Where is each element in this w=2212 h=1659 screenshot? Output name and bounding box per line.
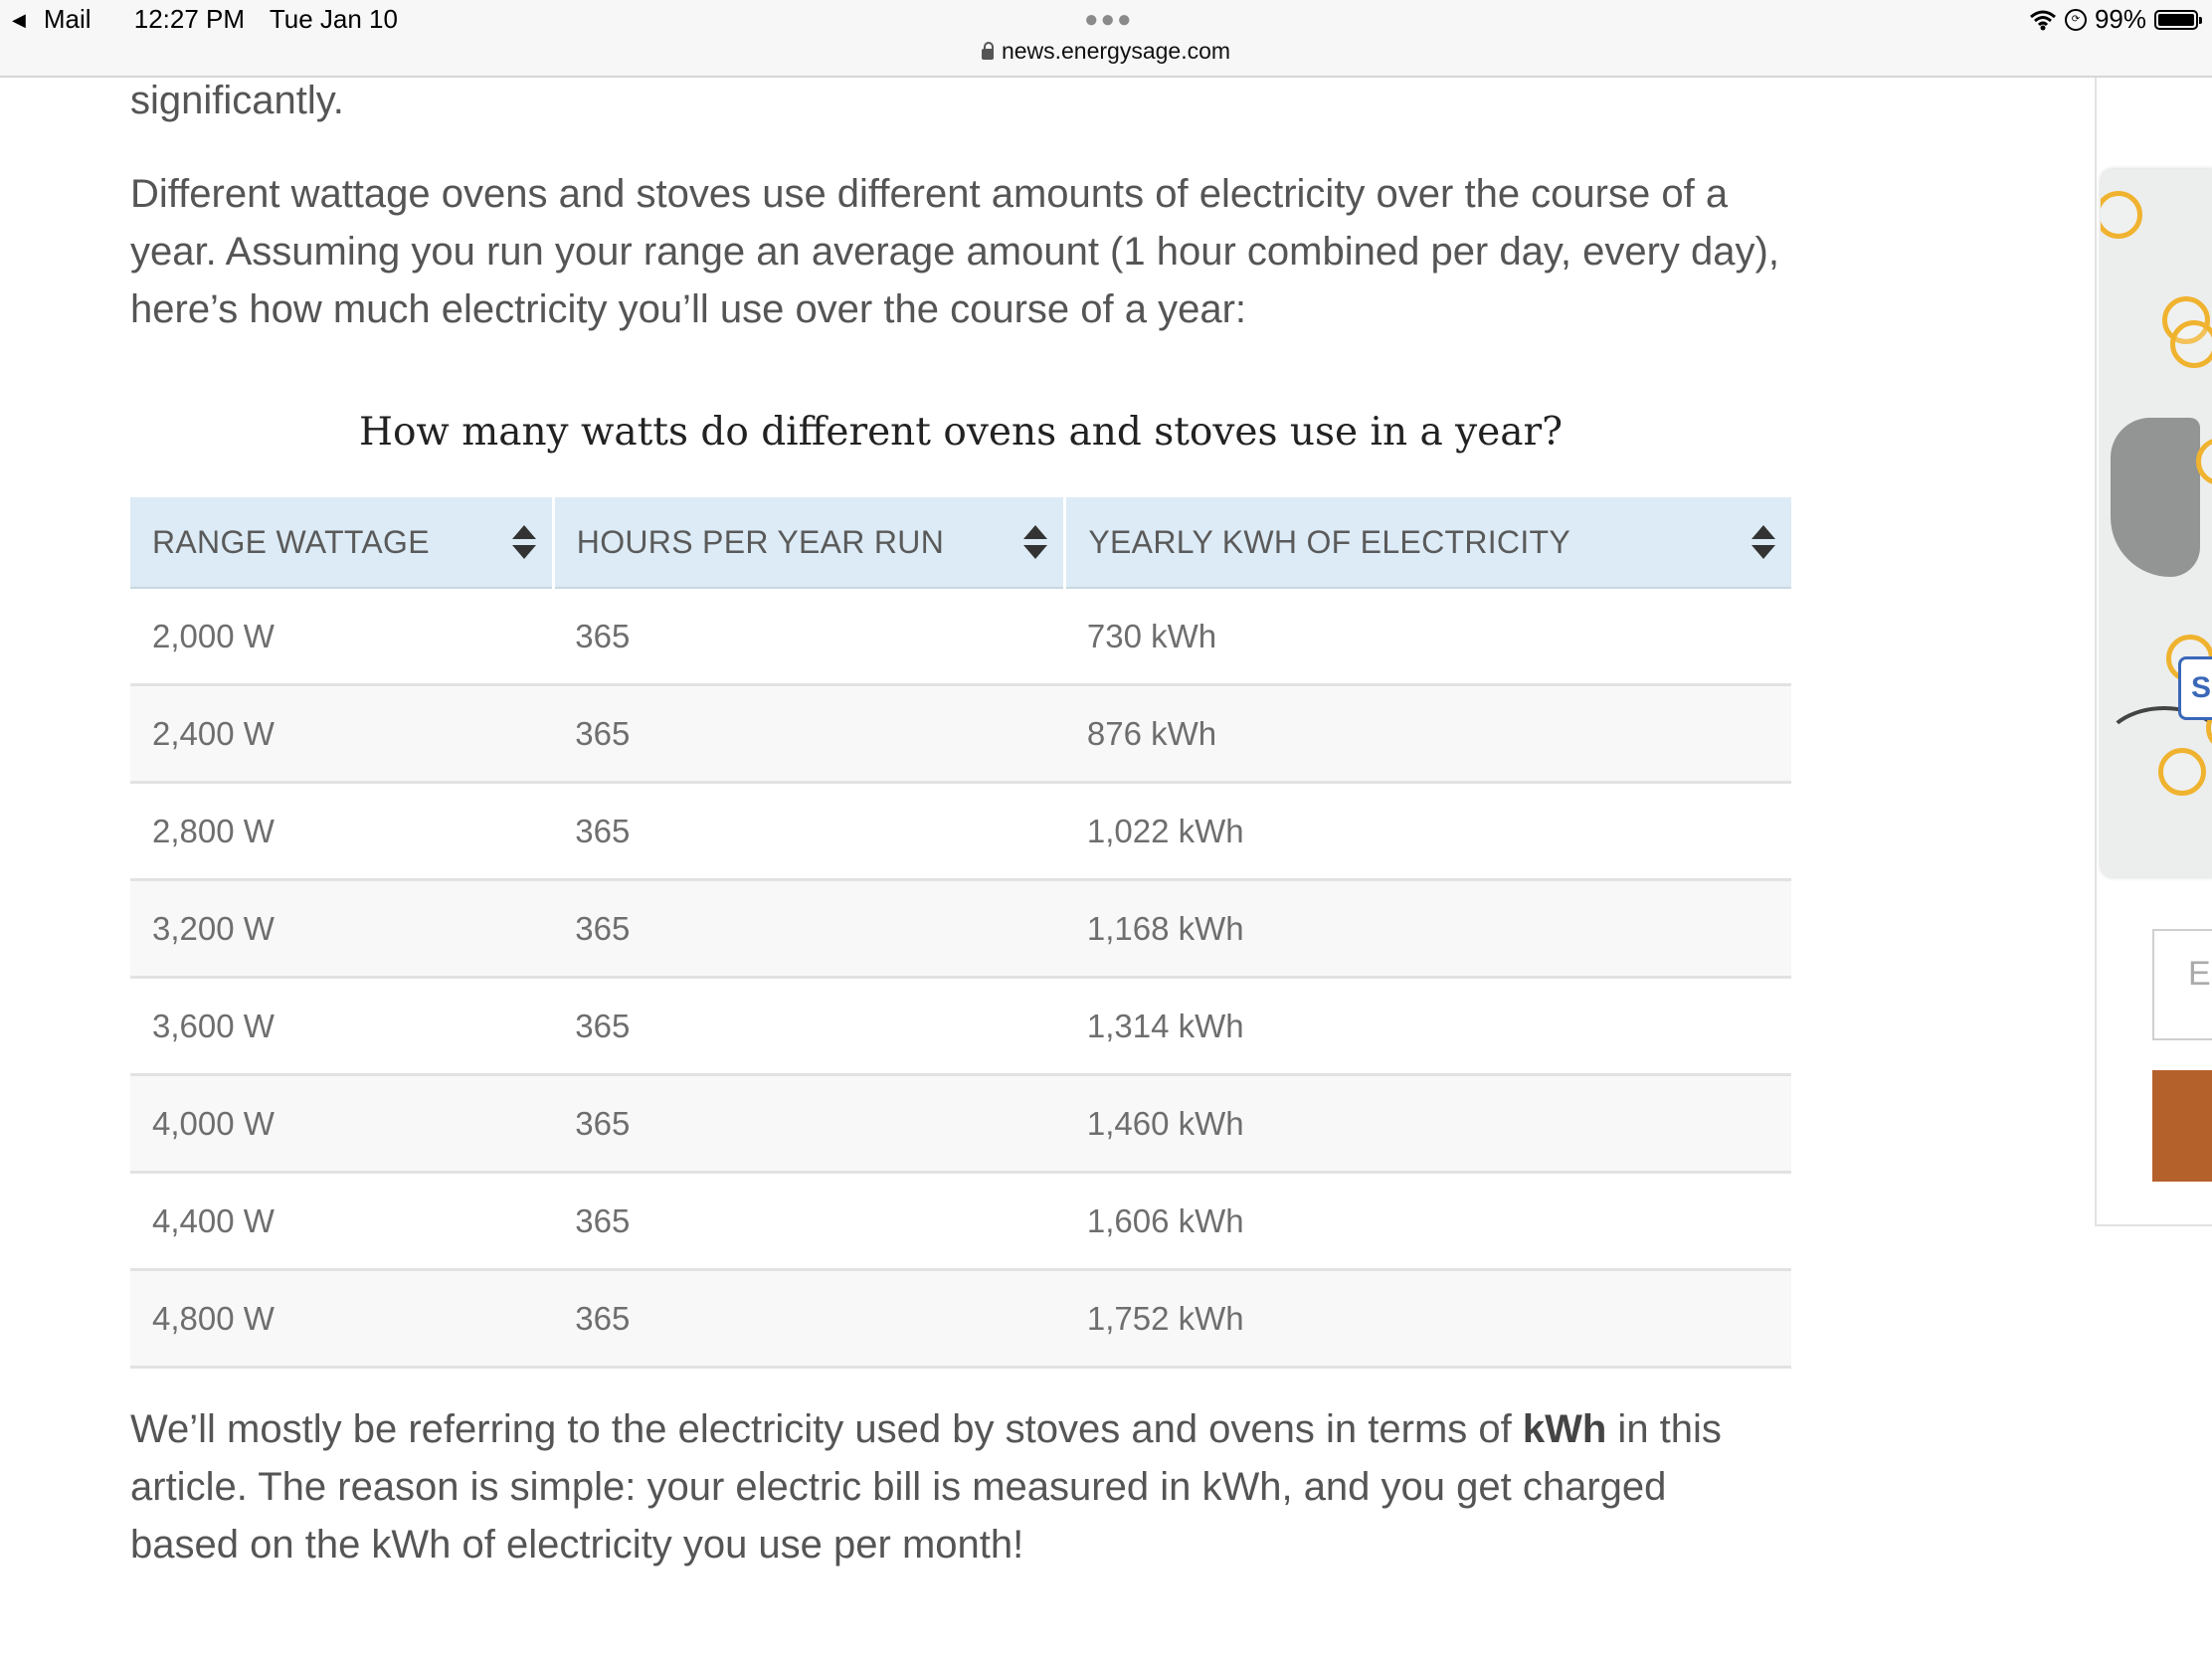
battery-fill: [2158, 14, 2194, 26]
table-row: [130, 685, 1791, 783]
wattage-table: [130, 497, 1791, 1369]
cell-hours: 365: [553, 880, 1065, 978]
cell-hours: 365: [553, 1270, 1065, 1368]
table-header-row: [130, 497, 1791, 588]
sort-arrows-icon[interactable]: [1023, 525, 1047, 559]
table-row: [130, 1173, 1791, 1270]
sidebar: [2095, 78, 2212, 1226]
back-triangle-icon: ◀: [12, 10, 26, 30]
cell-wattage: 3,600 W: [130, 978, 553, 1075]
cell-wattage: 4,400 W: [130, 1173, 553, 1270]
table-row: [130, 588, 1791, 685]
cell-kwh: 1,314 kWh: [1065, 978, 1791, 1075]
cell-kwh: 1,752 kWh: [1065, 1270, 1791, 1368]
status-bar: [0, 0, 2212, 78]
header-range-wattage[interactable]: RANGE WATTAGE: [130, 497, 553, 588]
back-to-app-link[interactable]: ◀ Mail: [12, 4, 92, 34]
map-marker-icon[interactable]: [2101, 191, 2142, 239]
cell-wattage: 3,200 W: [130, 880, 553, 978]
table-row: [130, 880, 1791, 978]
cell-hours: 365: [553, 783, 1065, 880]
cell-kwh: 1,460 kWh: [1065, 1075, 1791, 1173]
map-marker-icon[interactable]: [2170, 320, 2212, 368]
status-left: [12, 4, 416, 35]
intro-paragraph: Different wattage ovens and stoves use different amounts of electricity over the course of a year. Assuming you run your range an average amount (1 hour combined per day, every day), here’s how much electricity you’ll use over the course of a year:: [130, 172, 1779, 331]
cell-wattage: 4,800 W: [130, 1270, 553, 1368]
cut-off-paragraph: significantly.: [130, 79, 344, 122]
map-marker-icon[interactable]: [2158, 748, 2206, 796]
address-bar[interactable]: [0, 38, 2212, 65]
installer-map[interactable]: [2101, 169, 2212, 877]
cell-hours: 365: [553, 685, 1065, 783]
table-row: [130, 1075, 1791, 1173]
cell-hours: 365: [553, 588, 1065, 685]
cell-hours: 365: [553, 978, 1065, 1075]
cell-kwh: 1,606 kWh: [1065, 1173, 1791, 1270]
sort-arrows-icon[interactable]: [1751, 525, 1775, 559]
url-text: news.energysage.com: [1001, 38, 1231, 64]
cell-kwh: 730 kWh: [1065, 588, 1791, 685]
battery-percent: 99%: [2094, 4, 2146, 34]
cell-hours: 365: [553, 1173, 1065, 1270]
lock-icon: [982, 49, 994, 60]
map-label-box[interactable]: S: [2178, 656, 2212, 720]
table-row: [130, 1270, 1791, 1368]
status-right: [2029, 4, 2198, 35]
submit-button[interactable]: [2152, 1070, 2212, 1182]
kwh-explanation-paragraph: We’ll mostly be referring to the electricity used by stoves and ovens in terms of kWh in this article. The reason is simple: your electric bill is measured in kWh, and you get charged based on the kWh of electricity you use per month!: [130, 1407, 1722, 1567]
table-row: [130, 978, 1791, 1075]
cell-kwh: 876 kWh: [1065, 685, 1791, 783]
wifi-icon: [2029, 9, 2057, 31]
table-row: [130, 783, 1791, 880]
sort-arrows-icon[interactable]: [512, 525, 536, 559]
cell-wattage: 2,400 W: [130, 685, 553, 783]
table-title: How many watts do different ovens and stoves use in a year?: [358, 410, 1564, 455]
status-time: 12:27 PM: [133, 4, 246, 34]
battery-icon: [2154, 10, 2198, 30]
cell-kwh: 1,168 kWh: [1065, 880, 1791, 978]
cell-kwh: 1,022 kWh: [1065, 783, 1791, 880]
zip-code-input[interactable]: E: [2152, 929, 2212, 1040]
cell-hours: 365: [553, 1075, 1065, 1173]
status-date: Tue Jan 10: [269, 4, 398, 34]
map-land-shape: [2111, 418, 2200, 577]
header-hours-per-year[interactable]: HOURS PER YEAR RUN: [553, 497, 1065, 588]
kwh-bold-term: kWh: [1522, 1407, 1607, 1451]
cell-wattage: 2,000 W: [130, 588, 553, 685]
header-yearly-kwh[interactable]: YEARLY KWH OF ELECTRICITY: [1065, 497, 1791, 588]
cell-wattage: 2,800 W: [130, 783, 553, 880]
multitasking-dots-icon[interactable]: ●●●: [1084, 6, 1134, 33]
cell-wattage: 4,000 W: [130, 1075, 553, 1173]
rotation-lock-icon: ⟳: [2065, 9, 2087, 31]
